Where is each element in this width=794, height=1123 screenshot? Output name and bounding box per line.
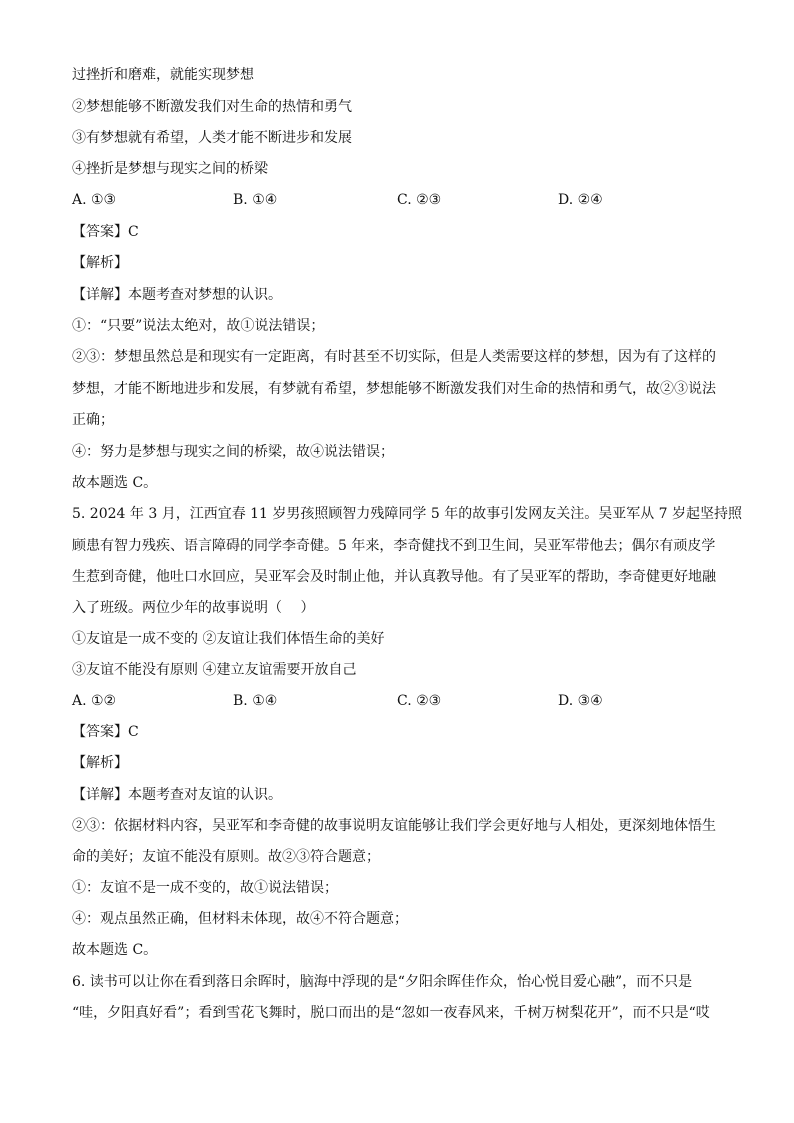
q5-items-1: ①友谊是一成不变的 ②友谊让我们体悟生命的美好 [72, 631, 385, 647]
q5-stem-line-2: 顾患有智力残疾、语言障碍的同学李奇健。5 年来，李奇健找不到卫生间，吴亚军带他去；偶尔有顽皮学 [72, 538, 716, 554]
q4-option-a: A. ①③ [72, 192, 117, 208]
q4-item-continuation: 过挫折和磨难，就能实现梦想 [72, 67, 254, 83]
q5-stem-line-4: 入了班级。两位少年的故事说明（ ） [72, 600, 315, 616]
q5-conclusion: 故本题选 C。 [72, 942, 158, 958]
q4-conclusion: 故本题选 C。 [72, 475, 158, 491]
q4-explanation-2-line-3: 正确； [72, 412, 114, 428]
q5-option-a: A. ①② [72, 693, 117, 709]
q4-item-4: ④挫折是梦想与现实之间的桥梁 [72, 161, 268, 177]
q4-analysis-heading: 【解析】 [72, 255, 128, 271]
q4-option-c: C. ②③ [397, 192, 442, 208]
q4-item-3: ③有梦想就有希望，人类才能不断进步和发展 [72, 130, 352, 146]
q5-explanation-3: ④：观点虽然正确，但材料未体现，故④不符合题意； [72, 911, 408, 927]
q4-detail: 【详解】本题考查对梦想的认识。 [72, 287, 282, 303]
q5-option-c: C. ②③ [397, 693, 442, 709]
q5-option-d: D. ③④ [558, 693, 603, 709]
q5-detail: 【详解】本题考查对友谊的认识。 [72, 787, 282, 803]
q5-answer: 【答案】C [72, 724, 139, 740]
q5-option-b: B. ①④ [233, 693, 278, 709]
q6-stem-line-1: 6. 读书可以让你在看到落日余晖时，脑海中浮现的是“夕阳余晖佳作众，怡心悦目爱心融”，而不只是 [72, 974, 693, 990]
q4-explanation-3: ④：努力是梦想与现实之间的桥梁，故④说法错误； [72, 444, 394, 460]
q5-stem-line-1: 5. 2024 年 3 月，江西宜春 11 岁男孩照顾智力残障同学 5 年的故事引发网友关注。吴亚军从 7 岁起坚持照 [72, 506, 743, 522]
q5-stem-line-3: 生惹到奇健，他吐口水回应，吴亚军会及时制止他，并认真教导他。有了吴亚军的帮助，李奇健更好地融 [72, 569, 716, 585]
q4-option-b: B. ①④ [233, 192, 278, 208]
q4-explanation-2-line-1: ②③：梦想虽然总是和现实有一定距离，有时甚至不切实际，但是人类需要这样的梦想，因为有了这样的 [72, 349, 716, 365]
q5-explanation-2: ①：友谊不是一成不变的，故①说法错误； [72, 880, 338, 896]
q6-stem-line-2: “哇，夕阳真好看”；看到雪花飞舞时，脱口而出的是“忽如一夜春风来，千树万树梨花开”，而不只是“哎 [72, 1005, 710, 1021]
q4-explanation-2-line-2: 梦想，才能不断地进步和发展，有梦就有希望，梦想能够不断激发我们对生命的热情和勇气，故②③说法 [72, 381, 716, 397]
q4-item-2: ②梦想能够不断激发我们对生命的热情和勇气 [72, 99, 352, 115]
q5-explanation-1-line-1: ②③：依据材料内容，吴亚军和李奇健的故事说明友谊能够让我们学会更好地与人相处，更深刻地体悟生 [72, 818, 716, 834]
q5-explanation-1-line-2: 命的美好；友谊不能没有原则。故②③符合题意； [72, 849, 380, 865]
q4-answer: 【答案】C [72, 224, 139, 240]
q4-option-d: D. ②④ [558, 192, 603, 208]
q4-explanation-1: ①：“只要”说法太绝对，故①说法错误； [72, 318, 325, 334]
q5-items-2: ③友谊不能没有原则 ④建立友谊需要开放自己 [72, 662, 357, 678]
q5-analysis-heading: 【解析】 [72, 755, 128, 771]
